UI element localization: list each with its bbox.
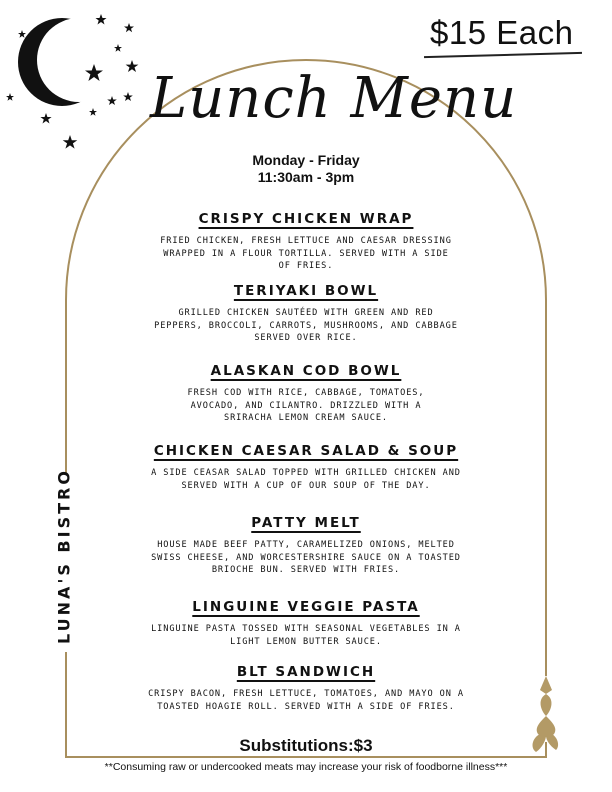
service-hours: 11:30am - 3pm — [257, 169, 355, 185]
star-icon — [6, 93, 14, 101]
menu-item-description: HOUSE MADE BEEF PATTY, CARAMELIZED ONIONS, MELTED SWISS CHEESE, AND WORCESTERSHIRE SAUCE ON A TOASTED BRIOCHE BUN. SERVED WITH FRIES. — [151, 540, 461, 575]
menu-item-alaskan-cod-bowl — [110, 360, 502, 425]
menu-item-description: CRISPY BACON, FRESH LETTUCE, TOMATOES, AND MAYO ON A TOASTED HOAGIE ROLL. SERVED WITH A SIDE OF FRIES. — [148, 689, 464, 712]
menu-item-name: TERIYAKI BOWL — [233, 283, 379, 299]
star-icon — [63, 135, 78, 149]
menu-item-description: FRIED CHICKEN, FRESH LETTUCE AND CAESAR DRESSING WRAPPED IN A FLOUR TORTILLA. SERVED WITH A SIDE OF FRIES. — [160, 236, 452, 271]
menu-item-name: CHICKEN CAESAR SALAD & SOUP — [153, 443, 459, 459]
menu-item-description: FRESH COD WITH RICE, CABBAGE, TOMATOES, AVOCADO, AND CILANTRO. DRIZZLED WITH A SRIRACHA LEMON CREAM SAUCE. — [187, 388, 425, 423]
menu-item-name: ALASKAN COD BOWL — [210, 363, 402, 379]
star-icon — [123, 92, 133, 101]
star-icon — [124, 23, 134, 32]
star-icon — [107, 96, 117, 105]
star-icon — [18, 30, 26, 38]
menu-item-name: LINGUINE VEGGIE PASTA — [192, 599, 420, 615]
food-safety-disclaimer: **Consuming raw or undercooked meats may increase your risk of foodborne illness*** — [104, 761, 508, 773]
brand-name: LUNA'S BISTRO — [54, 468, 74, 644]
menu-item-name: CRISPY CHICKEN WRAP — [198, 211, 414, 227]
star-icon — [114, 44, 122, 52]
star-icon — [40, 113, 51, 124]
menu-item-linguine-veggie-pasta — [110, 596, 502, 648]
gold-tassel-ornament-icon — [533, 676, 559, 752]
menu-item-description: A SIDE CEASAR SALAD TOPPED WITH GRILLED CHICKEN AND SERVED WITH A CUP OF OUR SOUP OF THE DAY. — [151, 468, 461, 491]
price-label: $15 Each — [430, 14, 574, 51]
menu-item-teriyaki-bowl — [110, 280, 502, 345]
brand-side-text — [54, 468, 74, 644]
menu-item-patty-melt — [110, 512, 502, 577]
substitutions-note: Substitutions:$3 — [239, 736, 373, 755]
star-icon — [89, 108, 97, 116]
star-icon — [126, 60, 139, 72]
service-days: Monday - Friday — [252, 152, 360, 168]
menu-item-name: PATTY MELT — [251, 515, 361, 531]
menu-item-description: LINGUINE PASTA TOSSED WITH SEASONAL VEGETABLES IN A LIGHT LEMON BUTTER SAUCE. — [151, 624, 461, 647]
menu-item-crispy-chicken-wrap — [110, 208, 502, 273]
crescent-moon-icon — [18, 18, 106, 106]
menu-item-description: GRILLED CHICKEN SAUTÉED WITH GREEN AND RED PEPPERS, BROCCOLI, CARROTS, MUSHROOMS, AND CABBAGE SERVED OVER RICE. — [154, 308, 458, 343]
star-icon — [96, 14, 107, 25]
menu-item-chicken-caesar-salad-soup — [110, 440, 502, 492]
menu-item-blt-sandwich — [110, 661, 502, 713]
menu-title: Lunch Menu — [150, 66, 518, 131]
menu-item-name: BLT SANDWICH — [236, 664, 376, 680]
